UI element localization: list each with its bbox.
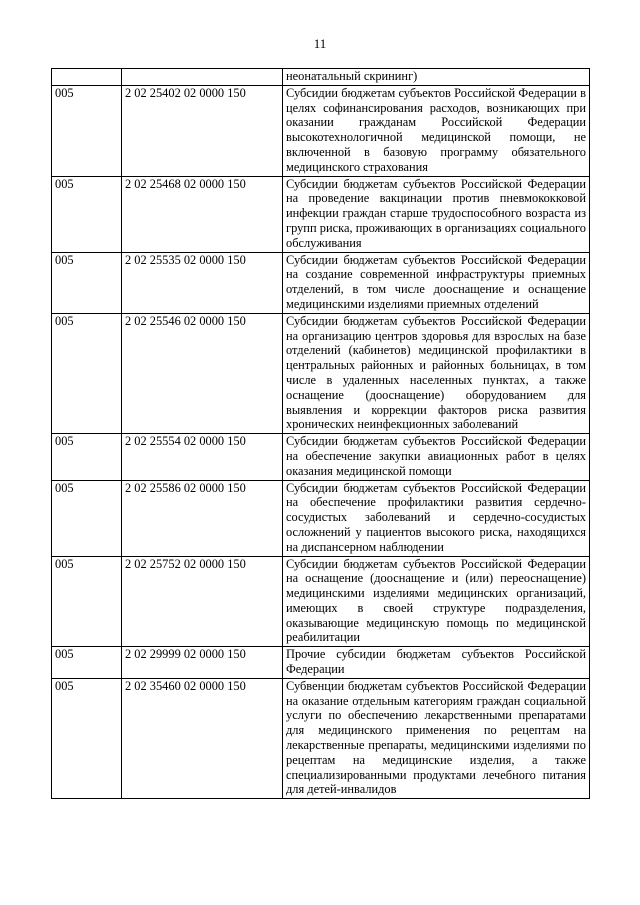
description-cell: Субсидии бюджетам субъектов Российской Федерации в целях софинансирования расходов, возникающих при оказании гражданам Российской Федерации высокотехнологичной медицинской помощи, не включенной в базовую программу обязательного медицинского страхования <box>283 85 590 176</box>
budget-code-cell <box>122 69 283 86</box>
budget-code-cell: 2 02 25586 02 0000 150 <box>122 480 283 556</box>
table-row <box>52 69 590 86</box>
description-cell: Прочие субсидии бюджетам субъектов Российской Федерации <box>283 647 590 679</box>
budget-code-cell: 2 02 25402 02 0000 150 <box>122 85 283 176</box>
budget-code-cell: 2 02 29999 02 0000 150 <box>122 647 283 679</box>
description-cell: неонатальный скрининг) <box>283 69 590 86</box>
admin-code-cell: 005 <box>52 176 122 252</box>
admin-code-cell <box>52 69 122 86</box>
table-row <box>52 176 590 252</box>
budget-code-cell: 2 02 25752 02 0000 150 <box>122 556 283 647</box>
table-row <box>52 252 590 313</box>
description-cell: Субсидии бюджетам субъектов Российской Федерации на проведение вакцинации против пневмококковой инфекции граждан старше трудоспособного возраста из групп риска, проживающих в организациях социального обслуживания <box>283 176 590 252</box>
budget-code-cell: 2 02 25535 02 0000 150 <box>122 252 283 313</box>
revenue-codes-table <box>51 68 590 799</box>
table-row <box>52 313 590 433</box>
table-row <box>52 85 590 176</box>
description-cell: Субвенции бюджетам субъектов Российской Федерации на оказание отдельным категориям граждан социальной услуги по обеспечению лекарственными препаратами для медицинского применения по рецептам на лекарственные препараты, медицинскими изделиями по рецептам на медицинские изделия, а также специализированными продуктами лечебного питания для детей-инвалидов <box>283 678 590 798</box>
table-row <box>52 647 590 679</box>
admin-code-cell: 005 <box>52 85 122 176</box>
admin-code-cell: 005 <box>52 647 122 679</box>
admin-code-cell: 005 <box>52 252 122 313</box>
description-cell: Субсидии бюджетам субъектов Российской Федерации на организацию центров здоровья для взрослых на базе отделений (кабинетов) медицинской профилактики в центральных районных и районных больницах, в том числе в удаленных населенных пунктах, а также оснащение (дооснащение) оборудованием для выявления и коррекции факторов риска развития хронических неинфекционных заболеваний <box>283 313 590 433</box>
description-cell: Субсидии бюджетам субъектов Российской Федерации на оснащение (дооснащение и (или) переоснащение) медицинскими изделиями медицинских организаций, имеющих в своей структуре подразделения, оказывающие медицинскую помощь по медицинской реабилитации <box>283 556 590 647</box>
budget-code-cell: 2 02 25468 02 0000 150 <box>122 176 283 252</box>
admin-code-cell: 005 <box>52 556 122 647</box>
page-number: 11 <box>313 36 327 51</box>
table-row <box>52 556 590 647</box>
description-cell: Субсидии бюджетам субъектов Российской Федерации на обеспечение профилактики развития сердечно-сосудистых заболеваний и сердечно-сосудистых осложнений у пациентов высокого риска, находящихся на диспансерном наблюдении <box>283 480 590 556</box>
description-cell: Субсидии бюджетам субъектов Российской Федерации на обеспечение закупки авиационных работ в целях оказания медицинской помощи <box>283 434 590 480</box>
budget-code-cell: 2 02 25546 02 0000 150 <box>122 313 283 433</box>
table-row <box>52 678 590 798</box>
admin-code-cell: 005 <box>52 434 122 480</box>
admin-code-cell: 005 <box>52 313 122 433</box>
description-cell: Субсидии бюджетам субъектов Российской Федерации на создание современной инфраструктуры приемных отделений, в том числе дооснащение и оснащение медицинскими изделиями приемных отделений <box>283 252 590 313</box>
admin-code-cell: 005 <box>52 480 122 556</box>
table-row <box>52 480 590 556</box>
table-row <box>52 434 590 480</box>
budget-code-cell: 2 02 35460 02 0000 150 <box>122 678 283 798</box>
admin-code-cell: 005 <box>52 678 122 798</box>
budget-code-cell: 2 02 25554 02 0000 150 <box>122 434 283 480</box>
